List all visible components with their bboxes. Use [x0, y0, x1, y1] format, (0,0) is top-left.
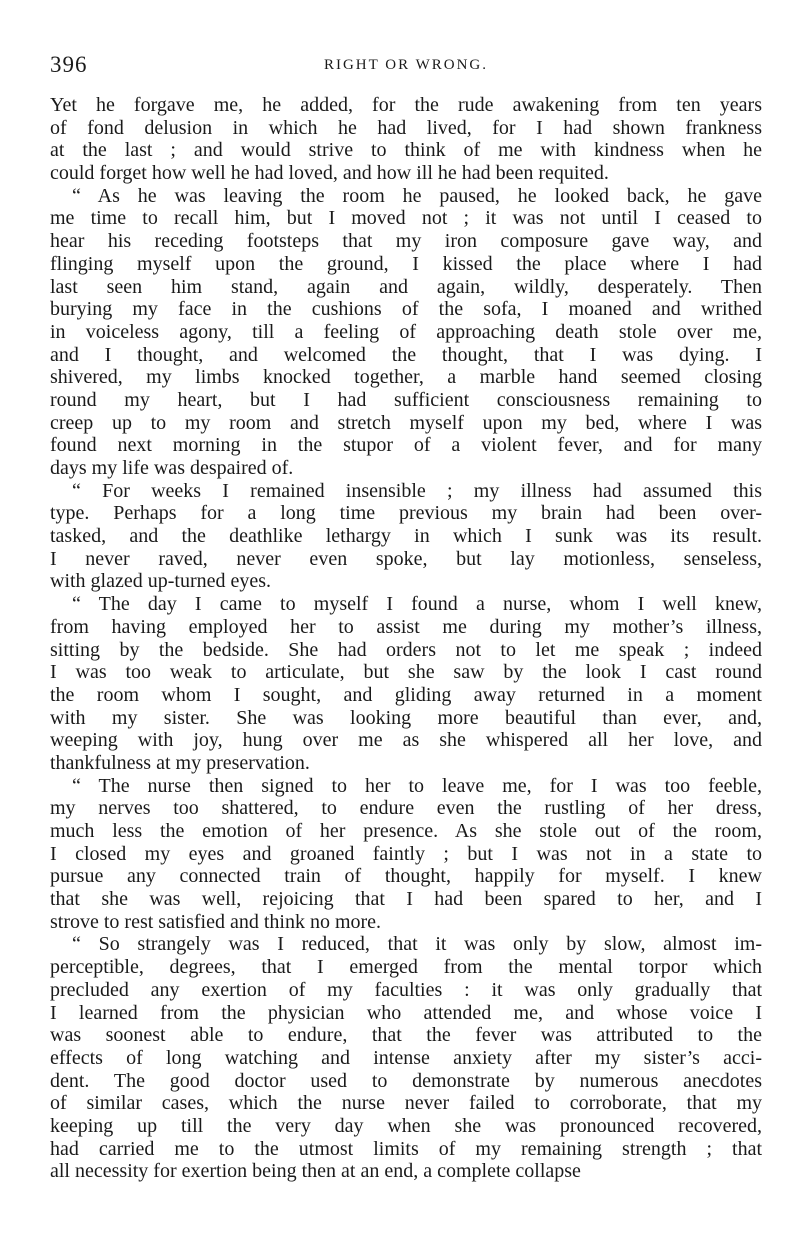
paragraph	[50, 94, 762, 185]
text-line: “ So strangely was I reduced, that it was only by slow, almost im-	[72, 933, 762, 956]
text-line: I was too weak to articulate, but she saw by the look I cast round	[50, 661, 762, 684]
paragraph	[50, 593, 762, 775]
text-line: in voiceless agony, till a feeling of approaching death stole over me,	[50, 320, 762, 343]
text-line: Yet he forgave me, he added, for the rude awakening from ten years	[50, 94, 762, 116]
text-line: strove to rest satisfied and think no more.	[50, 910, 382, 933]
book-page	[50, 52, 762, 1183]
text-line: with my sister. She was looking more beautiful than ever, and,	[50, 706, 762, 729]
text-line: the room whom I sought, and gliding away returned in a moment	[50, 683, 762, 706]
text-line: weeping with joy, hung over me as she whispered all her love, and	[50, 729, 762, 752]
text-line: and I thought, and welcomed the thought, that I was dying. I	[50, 343, 762, 366]
text-line: I closed my eyes and groaned faintly ; but I was not in a state to	[50, 842, 762, 865]
text-line: me time to recall him, but I moved not ; it was not until I ceased to	[50, 207, 762, 230]
paragraph	[50, 933, 762, 1183]
text-line: that she was well, rejoicing that I had been spared to her, and I	[50, 888, 762, 911]
page-number: 396	[50, 52, 88, 77]
text-line: “ The day I came to myself I found a nurse, whom I well knew,	[72, 593, 762, 616]
text-line: could forget how well he had loved, and how ill he had been requited.	[50, 162, 609, 185]
text-line: days my life was despaired of.	[50, 457, 294, 479]
text-line: “ For weeks I remained insensible ; my illness had assumed this	[72, 479, 762, 502]
text-line: perceptible, degrees, that I emerged from the mental torpor which	[50, 956, 762, 979]
paragraph	[50, 480, 762, 593]
page-header	[50, 52, 762, 76]
paragraph	[50, 185, 762, 480]
text-line: sitting by the bedside. She had orders not to let me speak ; indeed	[50, 638, 762, 661]
text-line: burying my face in the cushions of the sofa, I moaned and writhed	[50, 298, 762, 321]
text-line: pursue any connected train of thought, happily for myself. I knew	[50, 865, 762, 888]
text-line: creep up to my room and stretch myself upon my bed, where I was	[50, 411, 762, 434]
text-line: hear his receding footsteps that my iron composure gave way, and	[50, 230, 762, 253]
text-line: “ The nurse then signed to her to leave me, for I was too feeble,	[72, 774, 762, 797]
text-line: was soonest able to endure, that the fever was attributed to the	[50, 1024, 762, 1047]
text-line: found next morning in the stupor of a violent fever, and for many	[50, 434, 762, 457]
text-line: last seen him stand, again and again, wildly, desperately. Then	[50, 275, 762, 298]
text-line: my nerves too shattered, to endure even the rustling of her dress,	[50, 797, 762, 820]
text-line: with glazed up-turned eyes.	[50, 570, 272, 593]
text-line: precluded any exertion of my faculties : it was only gradually that	[50, 978, 762, 1001]
text-line: type. Perhaps for a long time previous my brain had been over-	[50, 502, 762, 525]
paragraph	[50, 775, 762, 934]
running-title: RIGHT OR WRONG.	[323, 57, 489, 73]
text-line: effects of long watching and intense anxiety after my sister’s acci-	[50, 1046, 762, 1069]
text-line: had carried me to the utmost limits of my remaining strength ; that	[50, 1137, 762, 1160]
text-line: all necessity for exertion being then at an end, a complete collapse	[50, 1160, 581, 1183]
text-line: I learned from the physician who attended me, and whose voice I	[50, 1001, 762, 1024]
text-line: dent. The good doctor used to demonstrate by numerous anecdotes	[50, 1069, 762, 1092]
text-line: at the last ; and would strive to think of me with kindness when he	[50, 139, 762, 162]
body-text	[50, 94, 762, 1183]
text-line: much less the emotion of her presence. As she stole out of the room,	[50, 820, 762, 842]
text-line: I never raved, never even spoke, but lay motionless, senseless,	[50, 547, 762, 570]
text-line: “ As he was leaving the room he paused, he looked back, he gave	[72, 184, 762, 207]
text-line: of similar cases, which the nurse never failed to corroborate, that my	[50, 1092, 762, 1115]
text-line: shivered, my limbs knocked together, a marble hand seemed closing	[50, 366, 762, 389]
text-line: round my heart, but I had sufficient consciousness remaining to	[50, 388, 762, 411]
text-line: thankfulness at my preservation.	[50, 751, 310, 774]
text-line: of fond delusion in which he had lived, for I had shown frankness	[50, 116, 762, 139]
text-line: flinging myself upon the ground, I kissed the place where I had	[50, 252, 762, 275]
text-line: keeping up till the very day when she was pronounced recovered,	[50, 1114, 762, 1137]
text-line: from having employed her to assist me during my mother’s illness,	[50, 615, 762, 638]
text-line: tasked, and the deathlike lethargy in which I sunk was its result.	[50, 525, 762, 548]
